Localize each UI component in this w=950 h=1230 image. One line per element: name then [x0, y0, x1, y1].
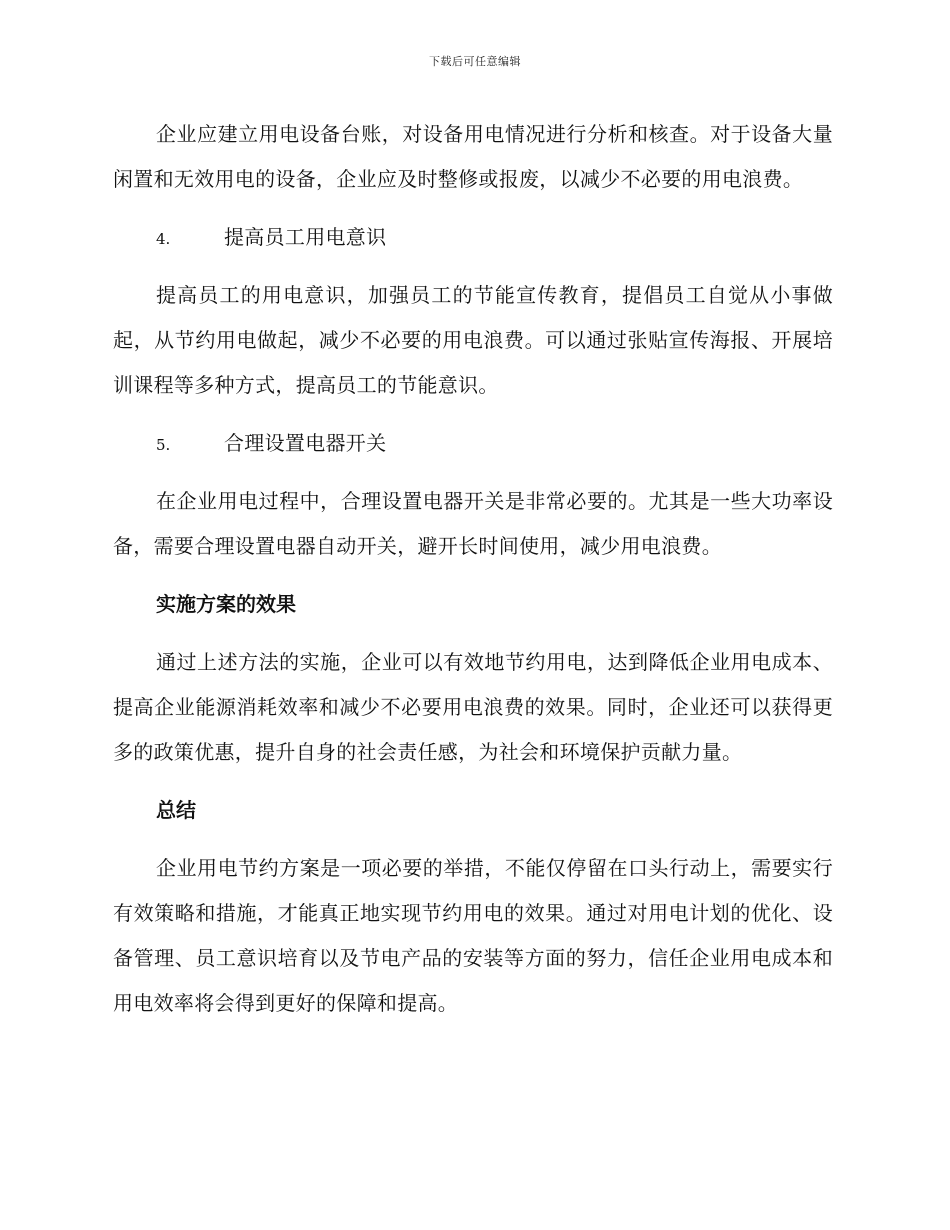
- paragraph-spacer: [113, 202, 833, 215]
- list-item-5: [113, 421, 833, 466]
- list-number: 4.: [156, 230, 171, 248]
- section-heading-summary: 总结: [156, 798, 196, 822]
- list-title: 合理设置电器开关: [224, 431, 387, 455]
- list-title: 提高员工用电意识: [224, 225, 387, 249]
- paragraph-switch-settings: 在企业用电过程中，合理设置电器开关是非常必要的。尤其是一些大功率设备，需要合理设置电器自动开关，避开长时间使用，减少用电浪费。: [113, 489, 833, 558]
- paragraph-equipment-ledger: 企业应建立用电设备台账，对设备用电情况进行分析和核查。对于设备大量闲置和无效用电的设备，企业应及时整修或报废，以减少不必要的用电浪费。: [113, 122, 833, 191]
- paragraph-spacer: [113, 775, 833, 788]
- paragraph-summary: 企业用电节约方案是一项必要的举措，不能仅停留在口头行动上，需要实行有效策略和措施，才能真正地实现节约用电的效果。通过对用电计划的优化、设备管理、员工意识培育以及节电产品的安装等方面的努力，信任企业用电成本和用电效率将会得到更好的保障和提高。: [113, 856, 833, 1015]
- paragraph-effect: 通过上述方法的实施，企业可以有效地节约用电，达到降低企业用电成本、提高企业能源消耗效率和减少不必要用电浪费的效果。同时，企业还可以获得更多的政策优惠，提升自身的社会责任感，为社会和环境保护贡献力量。: [113, 650, 833, 764]
- list-item-4: [113, 215, 833, 260]
- section-heading-effect: 实施方案的效果: [156, 592, 296, 616]
- document-body: [113, 112, 833, 1026]
- page-header-note: 下载后可任意编辑: [429, 55, 521, 68]
- list-number: 5.: [156, 436, 171, 454]
- paragraph-employee-awareness: 提高员工的用电意识，加强员工的节能宣传教育，提倡员工自觉从小事做起，从节约用电做起，减少不必要的用电浪费。可以通过张贴宣传海报、开展培训课程等多种方式，提高员工的节能意识。: [113, 283, 833, 397]
- paragraph-spacer: [113, 408, 833, 421]
- paragraph-spacer: [113, 569, 833, 582]
